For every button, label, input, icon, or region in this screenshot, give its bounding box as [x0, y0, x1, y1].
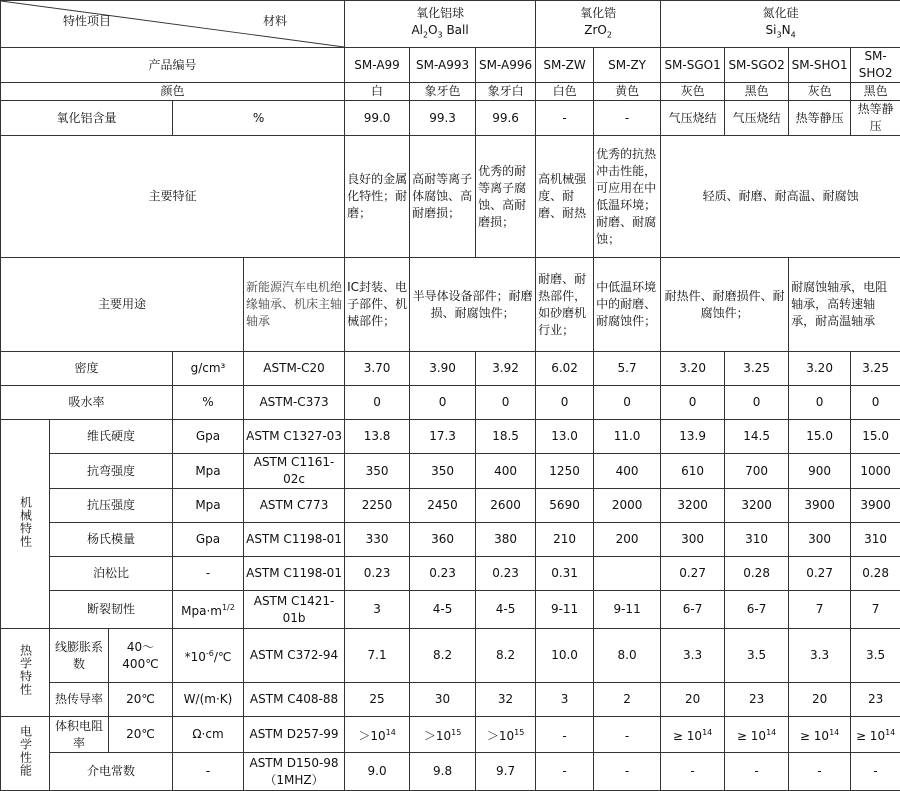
prop-value: 0.23	[476, 557, 536, 591]
prop-value: 3.25	[851, 352, 900, 386]
feature-zy: 优秀的抗热冲击性能，可应用在中低温环境；耐磨、耐腐蚀；	[594, 136, 661, 258]
prop-value: 1250	[536, 454, 594, 489]
product-color: 黑色	[725, 83, 789, 101]
unit-pre: *10	[184, 650, 206, 664]
prop-value: 3.92	[476, 352, 536, 386]
prop-value: -	[594, 753, 661, 791]
prop-value: 610	[661, 454, 725, 489]
feature-a99: 良好的金属化特性；耐磨；	[345, 136, 410, 258]
prop-unit: Mpa	[173, 454, 244, 489]
prop-standard: ASTM C773	[244, 489, 345, 523]
prop-unit: -	[173, 557, 244, 591]
prop-value: 400	[594, 454, 661, 489]
prop-standard: ASTM C1198-01	[244, 557, 345, 591]
value-base: ＞10	[486, 729, 515, 743]
product-color: 白色	[536, 83, 594, 101]
prop-value: 9.8	[410, 753, 476, 791]
use-zy: 中低温环境中的耐磨、耐腐蚀件；	[594, 258, 661, 352]
product-color: 灰色	[661, 83, 725, 101]
group-mechanical	[1, 420, 50, 629]
value-exp: 14	[702, 728, 713, 737]
prop-value: 9.0	[345, 753, 410, 791]
value-base: ≥ 10	[672, 729, 703, 743]
prop-value: 0.27	[661, 557, 725, 591]
prop-value	[594, 717, 661, 753]
value-exp: 14	[385, 728, 396, 737]
prop-value: 700	[725, 454, 789, 489]
prop-unit: Mpa	[173, 489, 244, 523]
prop-value: 0.27	[789, 557, 851, 591]
prop-value: -	[789, 753, 851, 791]
prop-value: 14.5	[725, 420, 789, 454]
prop-value: 360	[410, 523, 476, 557]
prop-value: 3	[345, 591, 410, 629]
prop-value: 350	[410, 454, 476, 489]
prop-value: 20	[789, 683, 851, 717]
prop-value: 8.2	[410, 629, 476, 683]
alumina-content-value: 99.6	[476, 101, 536, 136]
prop-value: 0	[594, 386, 661, 420]
prop-value: 0.28	[725, 557, 789, 591]
prop-name: 体积电阻率	[50, 717, 109, 753]
prop-value: -	[725, 753, 789, 791]
prop-unit: g/cm³	[173, 352, 244, 386]
prop-value: 210	[536, 523, 594, 557]
value-exp: 14	[829, 728, 840, 737]
prop-standard: ASTM C1161-02c	[244, 454, 345, 489]
zirconia-group-header	[536, 1, 661, 48]
prop-unit: Ω·cm	[173, 717, 244, 753]
product-code: SM-A996	[476, 48, 536, 83]
prop-value: 6-7	[661, 591, 725, 629]
prop-value: 0	[345, 386, 410, 420]
use-a993-a996: 半导体设备部件；耐磨损、耐腐蚀件；	[410, 258, 536, 352]
prop-value: 0	[789, 386, 851, 420]
alumina-name: 氧化铝球	[416, 5, 465, 20]
prop-value: 30	[410, 683, 476, 717]
prop-value: 15.0	[851, 420, 900, 454]
prop-unit: Gpa	[173, 523, 244, 557]
alumina-group-header	[345, 1, 536, 48]
product-code-label: 产品编号	[1, 48, 345, 83]
prop-name: 吸水率	[1, 386, 173, 420]
value-exp: 14	[885, 728, 896, 737]
alumina-content-value: 气压烧结	[661, 101, 725, 136]
prop-condition: 40～400℃	[109, 629, 173, 683]
prop-value: 15.0	[789, 420, 851, 454]
value-base: ≥ 10	[855, 729, 886, 743]
alumina-formula: $Al_2O_3$ Ball	[411, 22, 469, 40]
prop-value: 13.8	[345, 420, 410, 454]
prop-value	[410, 717, 476, 753]
nitride-formula: $Si_3N_4$	[765, 22, 796, 40]
prop-name: 杨氏模量	[50, 523, 173, 557]
alumina-content-unit: %	[173, 101, 345, 136]
prop-value: 11.0	[594, 420, 661, 454]
prop-value: 1000	[851, 454, 900, 489]
value-exp: 15	[514, 728, 525, 737]
prop-value	[789, 717, 851, 753]
prop-name: 介电常数	[50, 753, 173, 791]
product-code: SM-ZW	[536, 48, 594, 83]
prop-value: 23	[725, 683, 789, 717]
prop-value	[661, 717, 725, 753]
group-thermal	[1, 629, 50, 717]
prop-value	[594, 557, 661, 591]
prop-value: 300	[789, 523, 851, 557]
unit-post: /℃	[213, 650, 232, 664]
alumina-content-value: 99.3	[410, 101, 476, 136]
product-color: 黄色	[594, 83, 661, 101]
product-color: 象牙白	[476, 83, 536, 101]
color-label: 颜色	[1, 83, 345, 101]
product-code: SM-SGO1	[661, 48, 725, 83]
prop-name: 抗弯强度	[50, 454, 173, 489]
prop-value: 0.28	[851, 557, 900, 591]
prop-value: 13.9	[661, 420, 725, 454]
prop-name: 断裂韧性	[50, 591, 173, 629]
alumina-content-value: 99.0	[345, 101, 410, 136]
group-thermal-label: 热学特性	[18, 644, 33, 696]
prop-value: 3.90	[410, 352, 476, 386]
product-color: 象牙色	[410, 83, 476, 101]
prop-value: 9-11	[536, 591, 594, 629]
prop-value: -	[661, 753, 725, 791]
prop-value: 400	[476, 454, 536, 489]
prop-value: 3.70	[345, 352, 410, 386]
prop-value	[725, 717, 789, 753]
prop-value: 2000	[594, 489, 661, 523]
group-electrical	[1, 717, 50, 791]
alumina-content-value: 热等静压	[789, 101, 851, 136]
prop-standard: ASTM C1421-01b	[244, 591, 345, 629]
product-code: SM-ZY	[594, 48, 661, 83]
prop-value: 330	[345, 523, 410, 557]
nitride-name: 氮化硅	[762, 5, 799, 20]
prop-value: 2600	[476, 489, 536, 523]
prop-name: 密度	[1, 352, 173, 386]
value-exp: 14	[766, 728, 777, 737]
alumina-content-value: -	[536, 101, 594, 136]
prop-value: 0	[536, 386, 594, 420]
material-label: 材料	[263, 14, 288, 28]
prop-value: 4-5	[410, 591, 476, 629]
prop-value: 900	[789, 454, 851, 489]
prop-name: 线膨胀系数	[50, 629, 109, 683]
use-sho: 耐腐蚀轴承，电阻轴承，高转速轴承，耐高温轴承	[789, 258, 900, 352]
item-label: 特性项目	[63, 14, 112, 28]
prop-value	[851, 717, 900, 753]
uses-note: 新能源汽车电机绝缘轴承、机床主轴轴承	[244, 258, 345, 352]
product-code: SM-SGO2	[725, 48, 789, 83]
prop-value: 9.7	[476, 753, 536, 791]
value-exp: 15	[451, 728, 462, 737]
prop-value: 0.23	[345, 557, 410, 591]
prop-standard: ASTM-C373	[244, 386, 345, 420]
prop-name: 维氏硬度	[50, 420, 173, 454]
header-diagonal-cell	[1, 1, 345, 48]
prop-value: 6-7	[725, 591, 789, 629]
prop-unit	[173, 629, 244, 683]
feature-zw: 高机械强度、耐磨、耐热	[536, 136, 594, 258]
product-code: SM-SHO1	[789, 48, 851, 83]
product-color: 白	[345, 83, 410, 101]
prop-name: 抗压强度	[50, 489, 173, 523]
group-electrical-label: 电学性能	[18, 725, 33, 777]
feature-si3n4: 轻质、耐磨、耐高温、耐腐蚀	[661, 136, 900, 258]
prop-standard: ASTM D257-99	[244, 717, 345, 753]
feature-a996: 优秀的耐等离子腐蚀、高耐磨损；	[476, 136, 536, 258]
prop-value: 3900	[851, 489, 900, 523]
prop-unit: W/(m·K)	[173, 683, 244, 717]
alumina-content-label: 氧化铝含量	[1, 101, 173, 136]
prop-unit: -	[173, 753, 244, 791]
prop-value: 0	[851, 386, 900, 420]
prop-value: 350	[345, 454, 410, 489]
prop-value	[345, 717, 410, 753]
prop-value: 3.5	[851, 629, 900, 683]
prop-value: 300	[661, 523, 725, 557]
alumina-content-value: 气压烧结	[725, 101, 789, 136]
prop-value: 380	[476, 523, 536, 557]
use-sgo: 耐热件、耐磨损件、耐腐蚀件；	[661, 258, 789, 352]
prop-name: 泊松比	[50, 557, 173, 591]
prop-value: 3200	[661, 489, 725, 523]
prop-value: 25	[345, 683, 410, 717]
prop-value: 3200	[725, 489, 789, 523]
uses-label: 主要用途	[1, 258, 244, 352]
alumina-content-value: 热等静压	[851, 101, 900, 136]
product-code: SM-A99	[345, 48, 410, 83]
group-mechanical-label: 机械特性	[18, 495, 33, 548]
use-a99: IC封装、电子部件、机械部件；	[345, 258, 410, 352]
features-label: 主要特征	[1, 136, 345, 258]
prop-value: 7	[851, 591, 900, 629]
prop-value: 200	[594, 523, 661, 557]
prop-value: 18.5	[476, 420, 536, 454]
prop-value: -	[851, 753, 900, 791]
product-color: 黑色	[851, 83, 900, 101]
prop-value: 8.2	[476, 629, 536, 683]
prop-value: -	[536, 753, 594, 791]
prop-standard: ASTM-C20	[244, 352, 345, 386]
prop-condition: 20℃	[109, 683, 173, 717]
prop-value: 0.23	[410, 557, 476, 591]
prop-standard: ASTM C372-94	[244, 629, 345, 683]
use-zw: 耐磨、耐热部件，如砂磨机行业；	[536, 258, 594, 352]
prop-name: 热传导率	[50, 683, 109, 717]
zirconia-name: 氧化锆	[580, 5, 617, 20]
prop-value: 2	[594, 683, 661, 717]
prop-value	[536, 717, 594, 753]
prop-value: 23	[851, 683, 900, 717]
product-code: SM-SHO2	[851, 48, 900, 83]
unit-sup: -6	[205, 649, 214, 658]
prop-value: 6.02	[536, 352, 594, 386]
prop-value: 3.25	[725, 352, 789, 386]
prop-value: 0	[476, 386, 536, 420]
prop-value: 2250	[345, 489, 410, 523]
prop-value: 5.7	[594, 352, 661, 386]
prop-value: 10.0	[536, 629, 594, 683]
prop-standard: ASTM D150-98（1MHZ）	[244, 753, 345, 791]
prop-value: 32	[476, 683, 536, 717]
prop-standard: ASTM C408-88	[244, 683, 345, 717]
prop-value: 3900	[789, 489, 851, 523]
product-color: 灰色	[789, 83, 851, 101]
unit-main: Mpa·m	[181, 604, 222, 618]
product-code: SM-A993	[410, 48, 476, 83]
prop-value: 20	[661, 683, 725, 717]
prop-value: 13.0	[536, 420, 594, 454]
alumina-content-value: -	[594, 101, 661, 136]
prop-value: 3	[536, 683, 594, 717]
prop-value: 0.31	[536, 557, 594, 591]
prop-condition: 20℃	[109, 717, 173, 753]
prop-value: 310	[725, 523, 789, 557]
value-base: -	[624, 729, 630, 743]
feature-a993: 高耐等离子体腐蚀、高耐磨损；	[410, 136, 476, 258]
value-base: ＞10	[358, 729, 386, 743]
prop-value: 2450	[410, 489, 476, 523]
value-base: ≥ 10	[736, 729, 767, 743]
nitride-group-header	[661, 1, 900, 48]
unit-sup: 1/2	[221, 603, 235, 612]
prop-value: 0	[410, 386, 476, 420]
prop-value: 9-11	[594, 591, 661, 629]
prop-value: 3.5	[725, 629, 789, 683]
prop-value: 4-5	[476, 591, 536, 629]
prop-standard: ASTM C1327-03	[244, 420, 345, 454]
prop-value: 3.20	[789, 352, 851, 386]
prop-value: 3.3	[789, 629, 851, 683]
prop-value: 310	[851, 523, 900, 557]
prop-value: 17.3	[410, 420, 476, 454]
prop-unit: %	[173, 386, 244, 420]
prop-unit: Gpa	[173, 420, 244, 454]
prop-value: 0	[725, 386, 789, 420]
prop-value: 7	[789, 591, 851, 629]
prop-standard: ASTM C1198-01	[244, 523, 345, 557]
prop-value: 7.1	[345, 629, 410, 683]
value-base: -	[562, 729, 567, 743]
prop-value: 0	[661, 386, 725, 420]
prop-value: 8.0	[594, 629, 661, 683]
value-base: ≥ 10	[799, 729, 830, 743]
value-base: ＞10	[423, 729, 452, 743]
prop-value: 5690	[536, 489, 594, 523]
prop-unit	[173, 591, 244, 629]
zirconia-formula: ZrO$_2$	[584, 22, 612, 40]
prop-value: 3.20	[661, 352, 725, 386]
prop-value: 3.3	[661, 629, 725, 683]
prop-value	[476, 717, 536, 753]
